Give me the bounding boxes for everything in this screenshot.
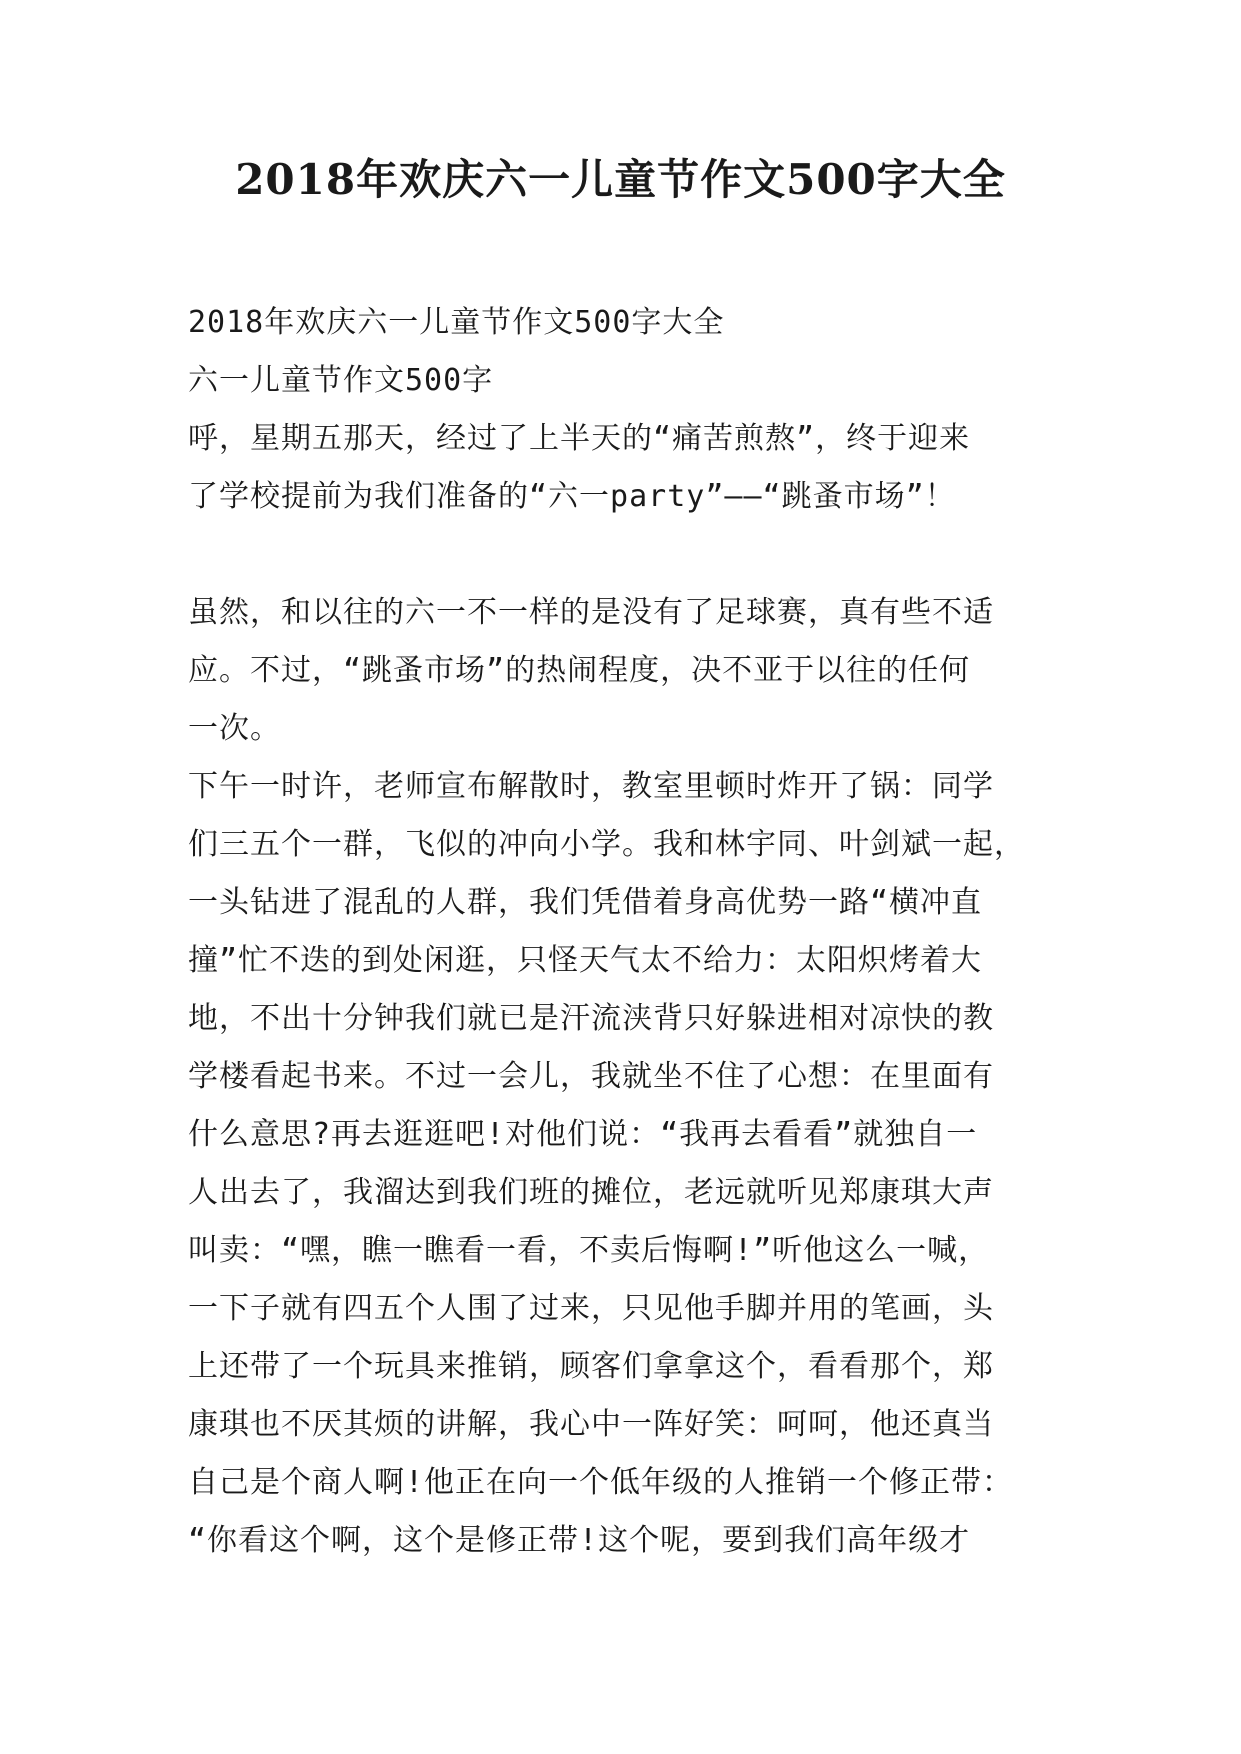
text-line: 一下子就有四五个人围了过来，只见他手脚并用的笔画，头 [188, 1291, 994, 1326]
text-line: 们三五个一群，飞似的冲向小学。我和林宇同、叶剑斌一起， [188, 827, 1025, 862]
paragraph-gap [188, 526, 1068, 584]
document-title: 2018年欢庆六一儿童节作文500字大全 [235, 155, 1006, 204]
text-line: 自己是个商人啊!他正在向一个低年级的人推销一个修正带： [188, 1465, 1014, 1500]
text-line: 呼，星期五那天，经过了上半天的“痛苦煎熬”，终于迎来 [188, 421, 971, 456]
text-line: 康琪也不厌其烦的讲解，我心中一阵好笑：呵呵，他还真当 [188, 1407, 994, 1442]
document-body [188, 294, 1068, 1570]
text-line: 什么意思?再去逛逛吧!对他们说：“我再去看看”就独自一 [188, 1117, 978, 1152]
text-line: 叫卖：“嘿，瞧一瞧看一看，不卖后悔啊!”听他这么一喊， [188, 1233, 990, 1268]
text-line: 一头钻进了混乱的人群，我们凭借着身高优势一路“横冲直 [188, 885, 983, 920]
text-line: 上还带了一个玩具来推销，顾客们拿拿这个，看看那个，郑 [188, 1349, 994, 1384]
text-line: 下午一时许，老师宣布解散时，教室里顿时炸开了锅：同学 [188, 769, 994, 804]
text-line: 一次。 [188, 711, 281, 746]
subtitle-line: 2018年欢庆六一儿童节作文500字大全 [188, 305, 725, 340]
paragraph [188, 758, 1068, 1570]
text-line: 了学校提前为我们准备的“六一party”——“跳蚤市场”！ [188, 479, 956, 514]
text-line: 应。不过，“跳蚤市场”的热闹程度，决不亚于以往的任何 [188, 653, 971, 688]
text-line: 虽然，和以往的六一不一样的是没有了足球赛，真有些不适 [188, 595, 994, 630]
text-line: 地，不出十分钟我们就已是汗流浃背只好躲进相对凉快的教 [188, 1001, 994, 1036]
text-line: 学楼看起书来。不过一会儿，我就坐不住了心想：在里面有 [188, 1059, 994, 1094]
paragraph [188, 410, 1068, 526]
text-line: 撞”忙不迭的到处闲逛，只怪天气太不给力：太阳炽烤着大 [188, 943, 983, 978]
text-line: 人出去了，我溜达到我们班的摊位，老远就听见郑康琪大声 [188, 1175, 994, 1210]
paragraph [188, 584, 1068, 758]
subtitle-line: 六一儿童节作文500字 [188, 363, 494, 398]
text-line: “你看这个啊，这个是修正带!这个呢，要到我们高年级才 [188, 1523, 971, 1558]
